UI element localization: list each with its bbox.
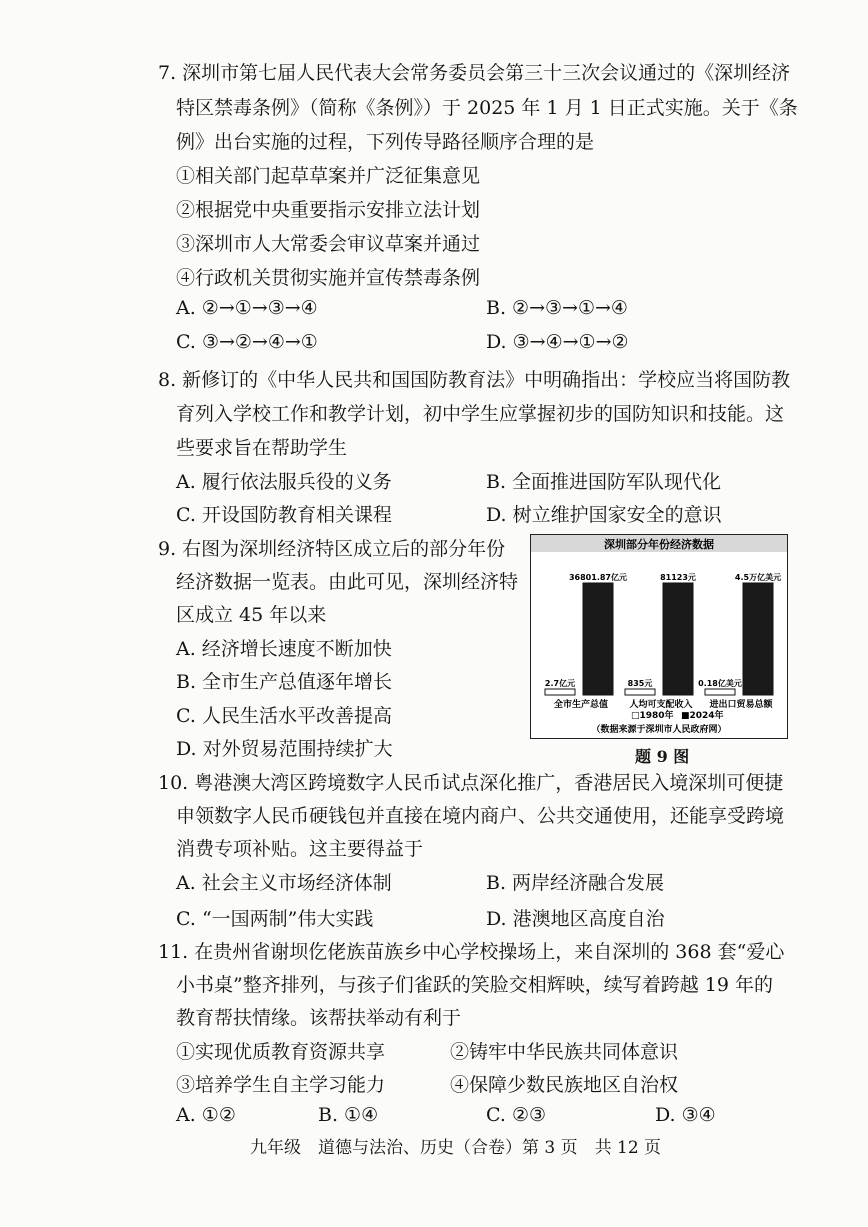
q11-stem-line-1: 11. 在贵州省谢坝仡佬族苗族乡中心学校操场上，来自深圳的 368 套“爱心 bbox=[158, 941, 785, 963]
chart-title: 深圳部分年份经济数据 bbox=[604, 538, 714, 551]
q7-option-d: D. ③→④→①→② bbox=[486, 331, 629, 353]
category-label-1: 人均可支配收入 bbox=[629, 700, 693, 710]
category-label-2: 进出口贸易总额 bbox=[709, 700, 773, 710]
q10-stem-line-1: 10. 粤港澳大湾区跨境数字人民币试点深化推广，香港居民入境深圳可便捷 bbox=[158, 772, 784, 794]
q11-stem-line-2: 小书桌”整齐排列，与孩子们雀跃的笑脸交相辉映，续写着跨越 19 年的 bbox=[176, 974, 773, 996]
q10-option-d: D. 港澳地区高度自治 bbox=[486, 908, 665, 930]
q7-option-a: A. ②→①→③→④ bbox=[176, 297, 318, 319]
category-label-0: 全市生产总值 bbox=[553, 700, 609, 710]
bar-label-1-2: 4.5万亿美元 bbox=[734, 573, 782, 582]
q11-stem-line-3: 教育帮扶情缘。该帮扶举动有利于 bbox=[176, 1007, 462, 1029]
q8-option-c: C. 开设国防教育相关课程 bbox=[176, 504, 392, 526]
q9-stem-line-3: 区成立 45 年以来 bbox=[176, 604, 327, 626]
bar-0-2 bbox=[705, 689, 735, 695]
bar-label-0-1: 835元 bbox=[627, 679, 653, 688]
q8-stem-line-3: 些要求旨在帮助学生 bbox=[176, 437, 348, 459]
bar-label-0-2: 0.18亿美元 bbox=[698, 679, 742, 688]
bar-0-0 bbox=[545, 689, 575, 695]
q9-chart bbox=[530, 534, 788, 739]
q11-option-c: C. ②③ bbox=[486, 1104, 547, 1126]
q7-stem-line-2: 特区禁毒条例》（简称《条例》）于 2025 年 1 月 1 日正式实施。关于《条 bbox=[176, 97, 798, 119]
q7-stem-line-3: 例》出台实施的过程，下列传导路径顺序合理的是 bbox=[176, 131, 595, 153]
q10-option-c: C. “一国两制”伟大实践 bbox=[176, 908, 374, 930]
q9-stem-line-2: 经济数据一览表。由此可见，深圳经济特 bbox=[176, 571, 519, 593]
q7-item-1: ①相关部门起草草案并广泛征集意见 bbox=[176, 165, 481, 187]
q8-option-d: D. 树立维护国家安全的意识 bbox=[486, 504, 722, 526]
bar-label-0-0: 2.7亿元 bbox=[544, 679, 576, 688]
q10-option-b: B. 两岸经济融合发展 bbox=[486, 872, 665, 894]
q10-stem-line-3: 消费专项补贴。这主要得益于 bbox=[176, 838, 424, 860]
q7-option-c: C. ③→②→④→① bbox=[176, 331, 318, 353]
q8-option-a: A. 履行依法服兵役的义务 bbox=[176, 471, 392, 493]
q7-item-3: ③深圳市人大常委会审议草案并通过 bbox=[176, 233, 481, 255]
q11-item-2: ②铸牢中华民族共同体意识 bbox=[450, 1041, 679, 1063]
q9-option-d: D. 对外贸易范围持续扩大 bbox=[176, 738, 393, 760]
q10-option-a: A. 社会主义市场经济体制 bbox=[176, 872, 392, 894]
q9-option-a: A. 经济增长速度不断加快 bbox=[176, 638, 392, 660]
bar-0-1 bbox=[625, 689, 655, 695]
q9-option-c: C. 人民生活水平改善提高 bbox=[176, 705, 392, 727]
q8-stem-line-1: 8. 新修订的《中华人民共和国国防教育法》中明确指出：学校应当将国防教 bbox=[158, 369, 791, 391]
chart-source: （数据来源于深圳市人民政府网） bbox=[591, 725, 727, 735]
q8-stem-line-2: 育列入学校工作和教学计划，初中学生应掌握初步的国防知识和技能。这 bbox=[176, 403, 785, 425]
bar-label-1-1: 81123元 bbox=[660, 573, 696, 582]
q7-stem-line-1: 7. 深圳市第七届人民代表大会常务委员会第三十三次会议通过的《深圳经济 bbox=[158, 62, 791, 84]
chart-legend-2024: ■2024年 bbox=[681, 711, 724, 721]
q9-figure-caption: 题 9 图 bbox=[635, 747, 690, 766]
q10-stem-line-2: 申领数字人民币硬钱包并直接在境内商户、公共交通使用，还能享受跨境 bbox=[176, 805, 785, 827]
q9-stem-line-1: 9. 右图为深圳经济特区成立后的部分年份 bbox=[158, 538, 506, 560]
q8-option-b: B. 全面推进国防军队现代化 bbox=[486, 471, 722, 493]
q7-option-b: B. ②→③→①→④ bbox=[486, 297, 628, 319]
q11-item-3: ③培养学生自主学习能力 bbox=[176, 1074, 386, 1096]
bar-label-1-0: 36801.87亿元 bbox=[568, 573, 628, 582]
q11-item-4: ④保障少数民族地区自治权 bbox=[450, 1074, 679, 1096]
q11-option-a: A. ①② bbox=[176, 1104, 236, 1126]
q7-item-2: ②根据党中央重要指示安排立法计划 bbox=[176, 199, 481, 221]
chart-legend-1980: □1980年 bbox=[631, 711, 674, 721]
bar-1-1 bbox=[663, 583, 693, 695]
q11-option-b: B. ①④ bbox=[318, 1104, 379, 1126]
q9-chart-svg bbox=[531, 535, 787, 738]
q11-item-1: ①实现优质教育资源共享 bbox=[176, 1041, 386, 1063]
q7-item-4: ④行政机关贯彻实施并宣传禁毒条例 bbox=[176, 267, 481, 289]
q11-option-d: D. ③④ bbox=[655, 1104, 716, 1126]
bar-1-2 bbox=[743, 583, 773, 695]
q9-option-b: B. 全市生产总值逐年增长 bbox=[176, 671, 393, 693]
bar-1-0 bbox=[583, 583, 613, 695]
page-footer: 九年级 道德与法治、历史（合卷）第 3 页 共 12 页 bbox=[250, 1138, 662, 1158]
